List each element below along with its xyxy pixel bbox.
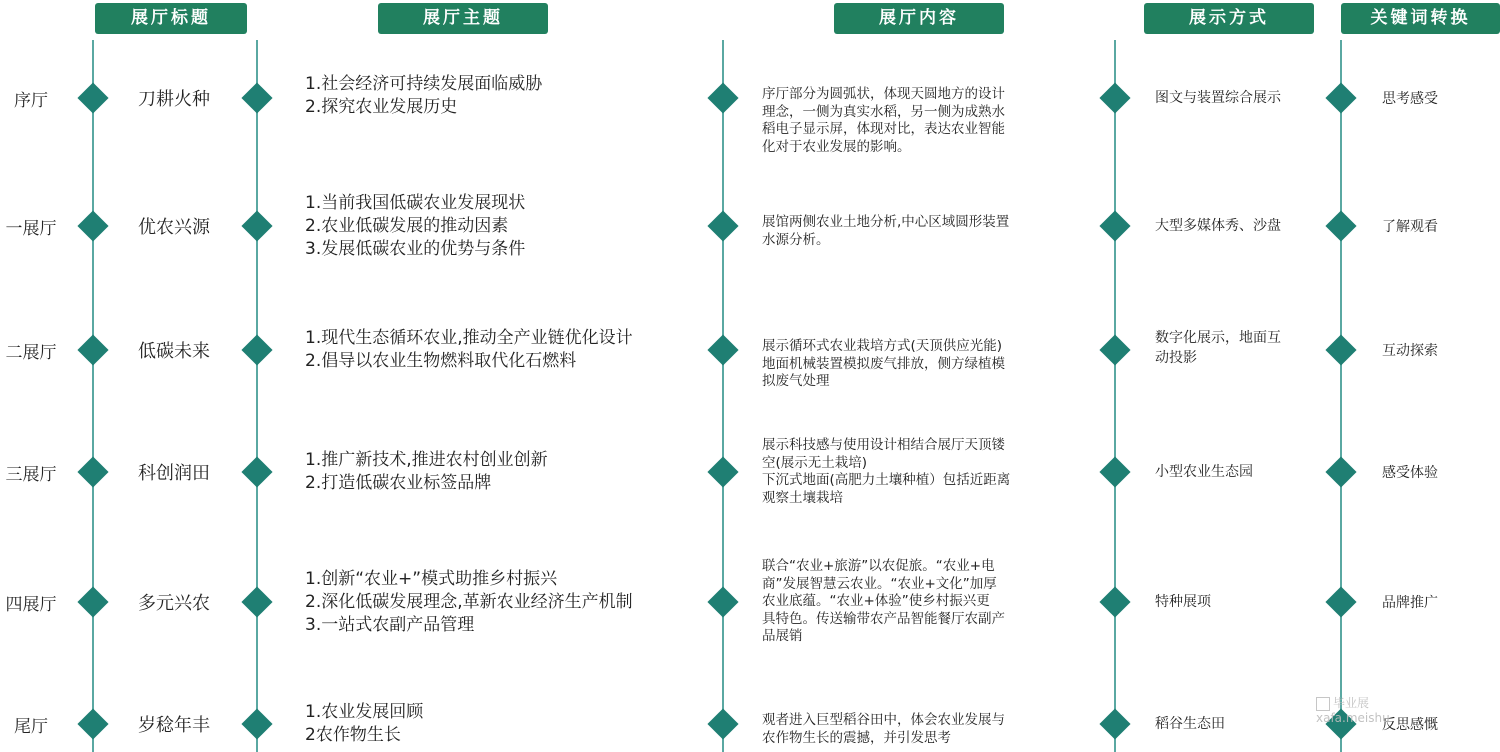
content-line: 观察土壤栽培 [762, 490, 843, 506]
keyword: 品牌推广 [1382, 595, 1438, 611]
hall-title: 岁稔年丰 [138, 715, 210, 736]
timeline-line-5 [1340, 40, 1342, 752]
timeline-line-3 [722, 40, 724, 752]
method-line: 特种展项 [1155, 594, 1211, 610]
hall-name: 二展厅 [5, 343, 57, 363]
diamond-marker [77, 456, 108, 487]
diamond-marker [1099, 586, 1130, 617]
theme-item: 1.农业发展回顾 [305, 702, 424, 722]
diamond-marker [707, 586, 738, 617]
content-line: 商”发展智慧云农业。“农业+文化”加厚 [762, 576, 997, 592]
content-line: 化对于农业发展的影响。 [762, 139, 911, 155]
diamond-marker [707, 708, 738, 739]
header-method: 展示方式 [1144, 3, 1314, 34]
watermark-line2: xafa.meishu [1316, 711, 1390, 725]
content-line: 拟废气处理 [762, 373, 830, 389]
content-line: 展示科技感与使用设计相结合展厅天顶镂 [762, 437, 1005, 453]
keyword: 了解观看 [1382, 219, 1438, 235]
diamond-marker [707, 82, 738, 113]
keyword: 反思感慨 [1382, 717, 1438, 733]
keyword: 感受体验 [1382, 465, 1438, 481]
diamond-marker [241, 334, 272, 365]
diamond-marker [77, 708, 108, 739]
hall-title: 科创润田 [138, 463, 210, 484]
keyword: 互动探索 [1382, 343, 1438, 359]
hall-name: 三展厅 [5, 465, 57, 485]
content-line: 农作物生长的震撼，并引发思考 [762, 730, 951, 746]
method-line: 图文与装置综合展示 [1155, 90, 1281, 106]
diamond-marker [1099, 456, 1130, 487]
diamond-marker [241, 456, 272, 487]
method-line: 稻谷生态田 [1155, 716, 1225, 732]
theme-item: 2.探究农业发展历史 [305, 97, 458, 117]
content-line: 下沉式地面(高肥力土壤种植）包括近距离 [762, 472, 1011, 488]
hall-title: 多元兴农 [138, 593, 210, 614]
diamond-marker [241, 210, 272, 241]
watermark [1316, 696, 1466, 736]
content-line: 展示循环式农业栽培方式(天顶供应光能) [762, 338, 1003, 354]
hall-name: 四展厅 [5, 595, 57, 615]
diamond-marker [1099, 334, 1130, 365]
diamond-marker [1099, 82, 1130, 113]
method-line: 数字化展示，地面互 [1155, 330, 1281, 346]
diamond-marker [241, 586, 272, 617]
theme-item: 2农作物生长 [305, 725, 401, 745]
diamond-marker [241, 708, 272, 739]
hall-name: 一展厅 [5, 219, 57, 239]
content-line: 理念，一侧为真实水稻，另一侧为成熟水 [762, 104, 1005, 120]
hall-name: 序厅 [14, 91, 48, 111]
keyword: 思考感受 [1382, 91, 1438, 107]
content-line: 空(展示无土栽培) [762, 455, 868, 471]
content-line: 观者进入巨型稻谷田中，体会农业发展与 [762, 712, 1005, 728]
diamond-marker [241, 82, 272, 113]
diamond-marker [1099, 210, 1130, 241]
theme-item: 1.当前我国低碳农业发展现状 [305, 193, 526, 213]
timeline-line-4 [1114, 40, 1116, 752]
diamond-marker [707, 210, 738, 241]
method-line: 动投影 [1155, 350, 1197, 366]
content-line: 稻电子显示屏，体现对比，表达农业智能 [762, 121, 1005, 137]
diamond-marker [707, 456, 738, 487]
watermark-logo-icon [1316, 697, 1330, 711]
theme-item: 1.现代生态循环农业,推动全产业链优化设计 [305, 328, 633, 348]
diamond-marker [1099, 708, 1130, 739]
hall-title: 优农兴源 [138, 217, 210, 238]
content-line: 联合“农业+旅游”以农促旅。“农业+电 [762, 558, 995, 574]
watermark-line1: 毕业展 [1333, 696, 1370, 710]
theme-item: 1.创新“农业+”模式助推乡村振兴 [305, 569, 558, 589]
method-line: 小型农业生态园 [1155, 464, 1253, 480]
timeline-line-1 [92, 40, 94, 752]
theme-item: 2.倡导以农业生物燃料取代化石燃料 [305, 351, 577, 371]
header-title: 展厅标题 [95, 3, 247, 34]
diamond-marker [77, 82, 108, 113]
theme-item: 3.一站式农副产品管理 [305, 615, 475, 635]
theme-item: 2.打造低碳农业标签品牌 [305, 473, 492, 493]
diamond-marker [77, 334, 108, 365]
theme-item: 1.社会经济可持续发展面临威胁 [305, 74, 543, 94]
diamond-marker [77, 210, 108, 241]
content-line: 农业底蕴。“农业+体验”使乡村振兴更 [762, 593, 990, 609]
hall-title: 低碳未来 [138, 341, 210, 362]
hall-name: 尾厅 [14, 717, 48, 737]
hall-title: 刀耕火种 [138, 89, 210, 110]
theme-item: 2.农业低碳发展的推动因素 [305, 216, 509, 236]
header-theme: 展厅主题 [378, 3, 548, 34]
content-line: 序厅部分为圆弧状，体现天圆地方的设计 [762, 86, 1005, 102]
diamond-marker [707, 334, 738, 365]
content-line: 具特色。传送输带农产品智能餐厅农副产 [762, 611, 1005, 627]
content-line: 地面机械装置模拟废气排放，侧方绿植模 [762, 356, 1005, 372]
theme-item: 1.推广新技术,推进农村创业创新 [305, 450, 548, 470]
timeline-line-2 [256, 40, 258, 752]
content-line: 水源分析。 [762, 232, 830, 248]
theme-item: 2.深化低碳发展理念,革新农业经济生产机制 [305, 592, 633, 612]
header-content: 展厅内容 [834, 3, 1004, 34]
content-line: 品展销 [762, 628, 803, 644]
content-line: 展馆两侧农业土地分析,中心区域圆形装置 [762, 214, 1010, 230]
theme-item: 3.发展低碳农业的优势与条件 [305, 239, 526, 259]
diamond-marker [77, 586, 108, 617]
header-keyword: 关键词转换 [1341, 3, 1500, 34]
method-line: 大型多媒体秀、沙盘 [1155, 218, 1281, 234]
